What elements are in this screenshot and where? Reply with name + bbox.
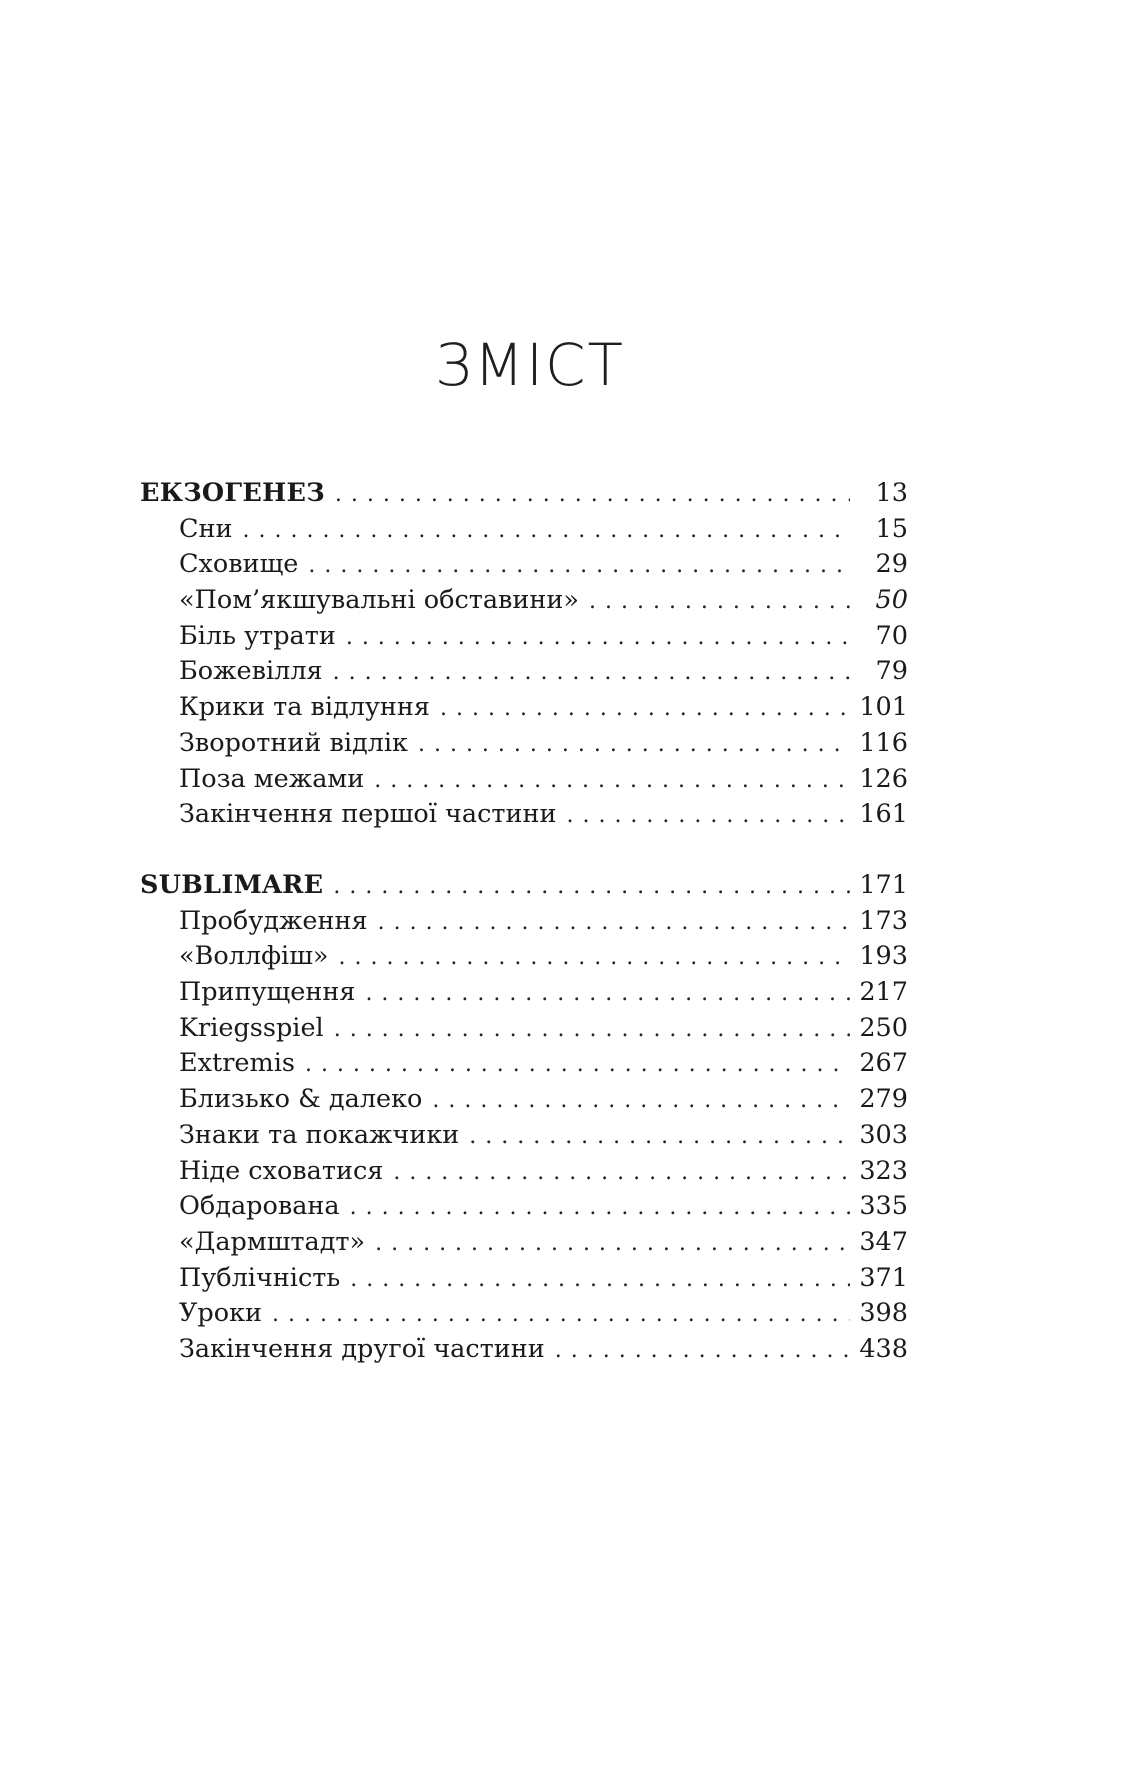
- toc-chapter-row: [140, 1118, 908, 1154]
- dot-leader: [378, 905, 850, 941]
- toc-chapter-row: [140, 1261, 908, 1297]
- toc-page-number: 303: [859, 1119, 908, 1150]
- toc-page-number: 126: [859, 763, 908, 794]
- toc-chapter-row: [140, 1082, 908, 1118]
- toc-chapter-row: [140, 1332, 908, 1368]
- toc-part-heading: [140, 868, 908, 904]
- toc-chapter-row: [140, 1296, 908, 1332]
- dot-leader: [305, 1047, 850, 1083]
- toc-page-number: 267: [859, 1048, 908, 1079]
- toc-page-number: 335: [859, 1191, 908, 1222]
- toc-chapter-row: [140, 690, 908, 726]
- page-title: ЗМІСТ: [435, 331, 625, 399]
- toc-page-number: 171: [859, 870, 908, 900]
- toc-page-number: 217: [859, 977, 908, 1008]
- toc-page-number: 79: [875, 656, 908, 687]
- toc-entry-label: Припущення: [179, 977, 356, 1008]
- toc-page-number: 29: [875, 549, 908, 580]
- toc-chapter-row: [140, 797, 908, 833]
- toc-page-number: 116: [859, 727, 908, 758]
- toc-entry-label: Уроки: [179, 1298, 263, 1329]
- dot-leader: [432, 1083, 850, 1119]
- toc-entry-label: Знаки та покажчики: [179, 1119, 460, 1150]
- dot-leader: [243, 513, 850, 549]
- dot-leader: [566, 798, 850, 834]
- dot-leader: [333, 869, 850, 905]
- toc-part-2: [140, 868, 908, 1368]
- toc-entry-label: Сни: [179, 513, 233, 544]
- toc-page-number: 347: [859, 1226, 908, 1257]
- toc-entry-label: «Воллфіш»: [179, 941, 329, 972]
- toc-entry-label: Сховище: [179, 549, 299, 580]
- toc-entry-label: Біль утрати: [179, 620, 336, 651]
- toc-entry-label: Закінчення першої частини: [179, 799, 557, 830]
- toc-entry-label: Близько & далеко: [179, 1084, 423, 1115]
- toc-page-number: 371: [859, 1262, 908, 1293]
- dot-leader: [308, 548, 850, 584]
- toc-chapter-row: [140, 619, 908, 655]
- toc-chapter-row: [140, 1225, 908, 1261]
- dot-leader: [333, 655, 850, 691]
- toc-chapter-row: [140, 939, 908, 975]
- toc-page-number: 323: [859, 1155, 908, 1186]
- toc-entry-label: Поза межами: [179, 763, 365, 794]
- toc-chapter-row: [140, 726, 908, 762]
- toc-entry-label: Kriegsspiel: [179, 1012, 324, 1043]
- dot-leader: [350, 1262, 850, 1298]
- toc-entry-label: «Дармштадт»: [179, 1226, 366, 1257]
- toc-page-number: 70: [875, 620, 908, 651]
- dot-leader: [589, 584, 850, 620]
- toc-chapter-row: [140, 904, 908, 940]
- toc-page-number: 173: [859, 905, 908, 936]
- toc-chapter-row: [140, 1154, 908, 1190]
- dot-leader: [339, 940, 850, 976]
- toc-page-number: 398: [859, 1298, 908, 1329]
- dot-leader: [440, 691, 850, 727]
- dot-leader: [393, 1155, 850, 1191]
- toc-entry-label: Публічність: [179, 1262, 341, 1293]
- toc-entry-label: Закінчення другої частини: [179, 1333, 545, 1364]
- toc-chapter-row: [140, 654, 908, 690]
- toc-entry-label: SUBLIMARE: [140, 870, 324, 900]
- dot-leader: [272, 1297, 850, 1333]
- toc-part-heading: [140, 476, 908, 512]
- toc-chapter-row: [140, 1046, 908, 1082]
- toc-chapter-row: [140, 1189, 908, 1225]
- dot-leader: [335, 477, 850, 513]
- toc-chapter-row: [140, 975, 908, 1011]
- toc-page-number: 161: [859, 799, 908, 830]
- toc-chapter-row: [140, 512, 908, 548]
- dot-leader: [334, 1012, 850, 1048]
- toc-chapter-row: [140, 547, 908, 583]
- toc-chapter-row: [140, 762, 908, 798]
- toc-entry-label: Крики та відлуння: [179, 692, 431, 723]
- toc-page-number: 101: [859, 692, 908, 723]
- toc-entry-label: Зворотний відлік: [179, 727, 408, 758]
- dot-leader: [469, 1119, 850, 1155]
- toc-entry-label: ЕКЗОГЕНЕЗ: [140, 478, 325, 508]
- toc-page-number: 15: [875, 513, 908, 544]
- toc-page-number: 250: [859, 1012, 908, 1043]
- toc-entry-label: Extremis: [179, 1048, 295, 1079]
- dot-leader: [365, 976, 850, 1012]
- toc-entry-label: Пробудження: [179, 905, 368, 936]
- toc-entry-label: Обдарована: [179, 1191, 340, 1222]
- toc-page-number: 438: [859, 1333, 908, 1364]
- toc-chapter-row: [140, 583, 908, 619]
- toc-entry-label: Ніде сховатися: [179, 1155, 384, 1186]
- toc-chapter-row: [140, 1011, 908, 1047]
- dot-leader: [346, 620, 850, 656]
- dot-leader: [555, 1333, 850, 1369]
- toc-page-number: 50: [875, 585, 908, 616]
- toc-page-number: 193: [859, 941, 908, 972]
- toc-entry-label: «Пом’якшувальні обставини»: [179, 585, 580, 616]
- dot-leader: [418, 727, 850, 763]
- toc-part-1: [140, 476, 908, 833]
- toc-page-number: 279: [859, 1084, 908, 1115]
- toc-entry-label: Божевілля: [179, 656, 323, 687]
- dot-leader: [374, 763, 850, 799]
- dot-leader: [350, 1190, 850, 1226]
- toc-page-number: 13: [875, 478, 908, 508]
- dot-leader: [375, 1226, 850, 1262]
